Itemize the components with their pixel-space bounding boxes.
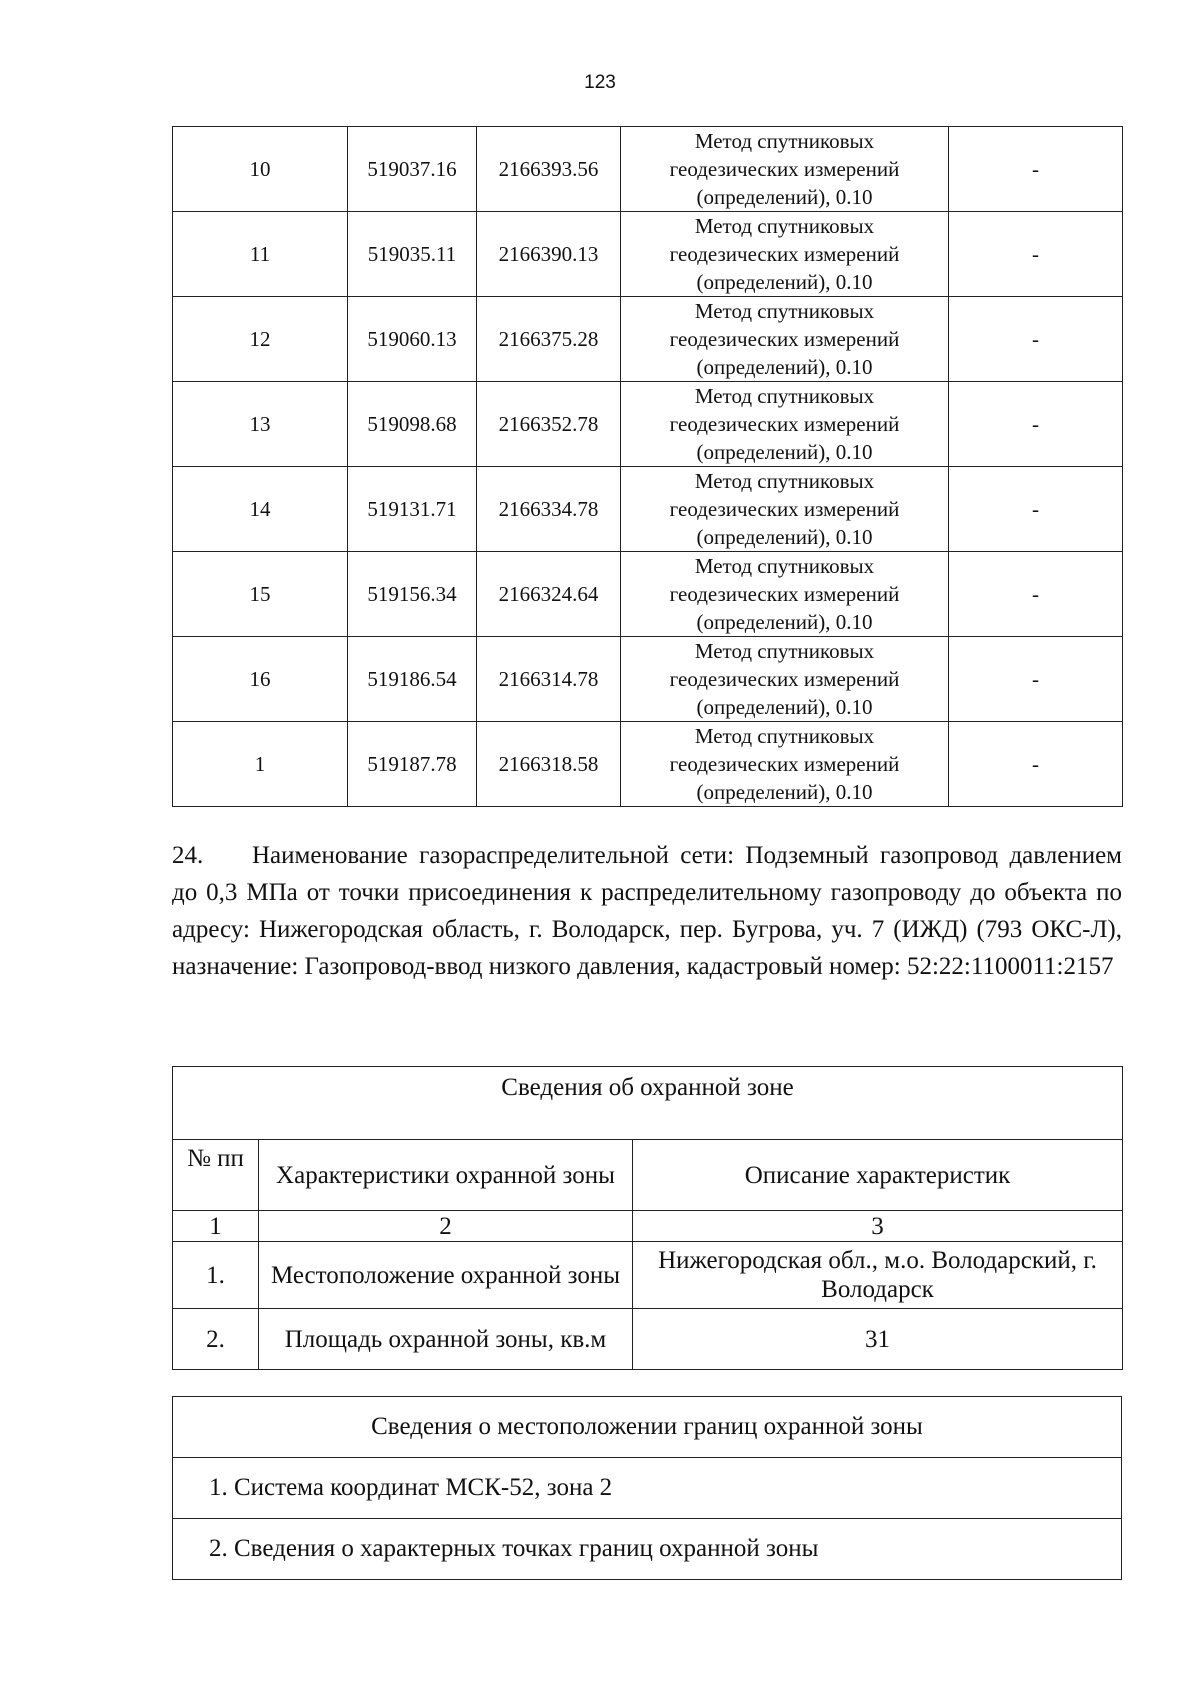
coord-x: 519035.11 <box>348 212 477 297</box>
method-line: геодезических измерений <box>669 412 900 436</box>
coord-x: 519037.16 <box>348 127 477 212</box>
method-line: геодезических измерений <box>669 582 900 606</box>
note-cell: - <box>949 127 1123 212</box>
section-text: Наименование газораспределительной сети: Подземный газопровод давлением до 0,3 МПа от точки присоединения к распределительному газопроводу до объекта по адресу: Нижегородская область, г. Володарск, пер. Бугрова, уч. 7 (ИЖД) (793 ОКС-Л), назначение: Газопровод-ввод низкого давления, кадастровый номер: 52:22:1100011:2157 <box>172 842 1122 980</box>
method-line: (определений), 0.10 <box>696 355 873 379</box>
method-line: Метод спутниковых <box>694 639 875 663</box>
coordinate-row <box>173 127 1123 212</box>
coord-y: 2166318.58 <box>477 722 621 807</box>
method-cell <box>621 637 949 722</box>
coord-y: 2166314.78 <box>477 637 621 722</box>
coordinate-row <box>173 297 1123 382</box>
coordinate-row <box>173 212 1123 297</box>
col-number-1: 1 <box>173 1211 259 1242</box>
method-line: Метод спутниковых <box>694 384 875 408</box>
zone-table-caption: Сведения об охранной зоне <box>173 1067 1123 1140</box>
method-line: Метод спутниковых <box>694 299 875 323</box>
coord-y: 2166390.13 <box>477 212 621 297</box>
note-cell: - <box>949 212 1123 297</box>
method-line: Метод спутниковых <box>694 214 875 238</box>
method-line: Метод спутниковых <box>694 724 875 748</box>
row-2-characteristic: Площадь охранной зоны, кв.м <box>259 1309 633 1370</box>
row-2-num: 2. <box>173 1309 259 1370</box>
col-number-2: 2 <box>259 1211 633 1242</box>
method-line: (определений), 0.10 <box>696 185 873 209</box>
coordinate-row <box>173 722 1123 807</box>
coord-x: 519156.34 <box>348 552 477 637</box>
coordinate-row <box>173 382 1123 467</box>
note-cell: - <box>949 467 1123 552</box>
coord-y: 2166393.56 <box>477 127 621 212</box>
method-line: (определений), 0.10 <box>696 780 873 804</box>
coord-x: 519060.13 <box>348 297 477 382</box>
method-cell <box>621 127 949 212</box>
point-number: 16 <box>173 637 348 722</box>
coord-x: 519187.78 <box>348 722 477 807</box>
page-number: 123 <box>584 72 616 93</box>
method-line: Метод спутниковых <box>694 469 875 493</box>
point-number: 13 <box>173 382 348 467</box>
coord-x: 519098.68 <box>348 382 477 467</box>
boundaries-item-1: 1. Система координат МСК-52, зона 2 <box>173 1458 1122 1519</box>
section-24-paragraph <box>172 837 1122 985</box>
note-cell: - <box>949 637 1123 722</box>
coordinate-row <box>173 637 1123 722</box>
method-line: геодезических измерений <box>669 667 900 691</box>
coordinates-table <box>172 126 1123 807</box>
boundaries-table <box>172 1396 1122 1580</box>
method-cell <box>621 552 949 637</box>
note-cell: - <box>949 722 1123 807</box>
method-cell <box>621 467 949 552</box>
method-line: геодезических измерений <box>669 242 900 266</box>
method-cell <box>621 212 949 297</box>
method-line: геодезических измерений <box>669 327 900 351</box>
row-1-num: 1. <box>173 1242 259 1309</box>
boundaries-item-2: 2. Сведения о характерных точках границ охранной зоны <box>173 1519 1122 1580</box>
coord-y: 2166334.78 <box>477 467 621 552</box>
method-line: (определений), 0.10 <box>696 440 873 464</box>
coordinate-row <box>173 552 1123 637</box>
header-description: Описание характеристик <box>633 1140 1123 1211</box>
col-number-3: 3 <box>633 1211 1123 1242</box>
coord-x: 519131.71 <box>348 467 477 552</box>
coord-y: 2166375.28 <box>477 297 621 382</box>
note-cell: - <box>949 382 1123 467</box>
point-number: 10 <box>173 127 348 212</box>
method-cell <box>621 722 949 807</box>
note-cell: - <box>949 552 1123 637</box>
protected-zone-table <box>172 1066 1123 1370</box>
method-cell <box>621 382 949 467</box>
point-number: 11 <box>173 212 348 297</box>
boundaries-caption: Сведения о местоположении границ охранной зоны <box>173 1397 1122 1458</box>
coordinate-row <box>173 467 1123 552</box>
method-line: (определений), 0.10 <box>696 270 873 294</box>
coord-x: 519186.54 <box>348 637 477 722</box>
method-line: геодезических измерений <box>669 157 900 181</box>
header-num: № пп <box>173 1140 259 1211</box>
method-line: геодезических измерений <box>669 752 900 776</box>
note-cell: - <box>949 297 1123 382</box>
point-number: 15 <box>173 552 348 637</box>
point-number: 1 <box>173 722 348 807</box>
method-line: (определений), 0.10 <box>696 610 873 634</box>
row-1-description: Нижегородская обл., м.о. Володарский, г. Володарск <box>633 1242 1123 1309</box>
point-number: 12 <box>173 297 348 382</box>
coord-y: 2166352.78 <box>477 382 621 467</box>
row-1-characteristic: Местоположение охранной зоны <box>259 1242 633 1309</box>
method-line: Метод спутниковых <box>694 129 875 153</box>
method-line: (определений), 0.10 <box>696 525 873 549</box>
method-line: Метод спутниковых <box>694 554 875 578</box>
method-line: (определений), 0.10 <box>696 695 873 719</box>
method-cell <box>621 297 949 382</box>
row-2-description: 31 <box>633 1309 1123 1370</box>
coord-y: 2166324.64 <box>477 552 621 637</box>
section-number: 24. <box>172 842 204 869</box>
header-characteristic: Характеристики охранной зоны <box>259 1140 633 1211</box>
method-line: геодезических измерений <box>669 497 900 521</box>
point-number: 14 <box>173 467 348 552</box>
